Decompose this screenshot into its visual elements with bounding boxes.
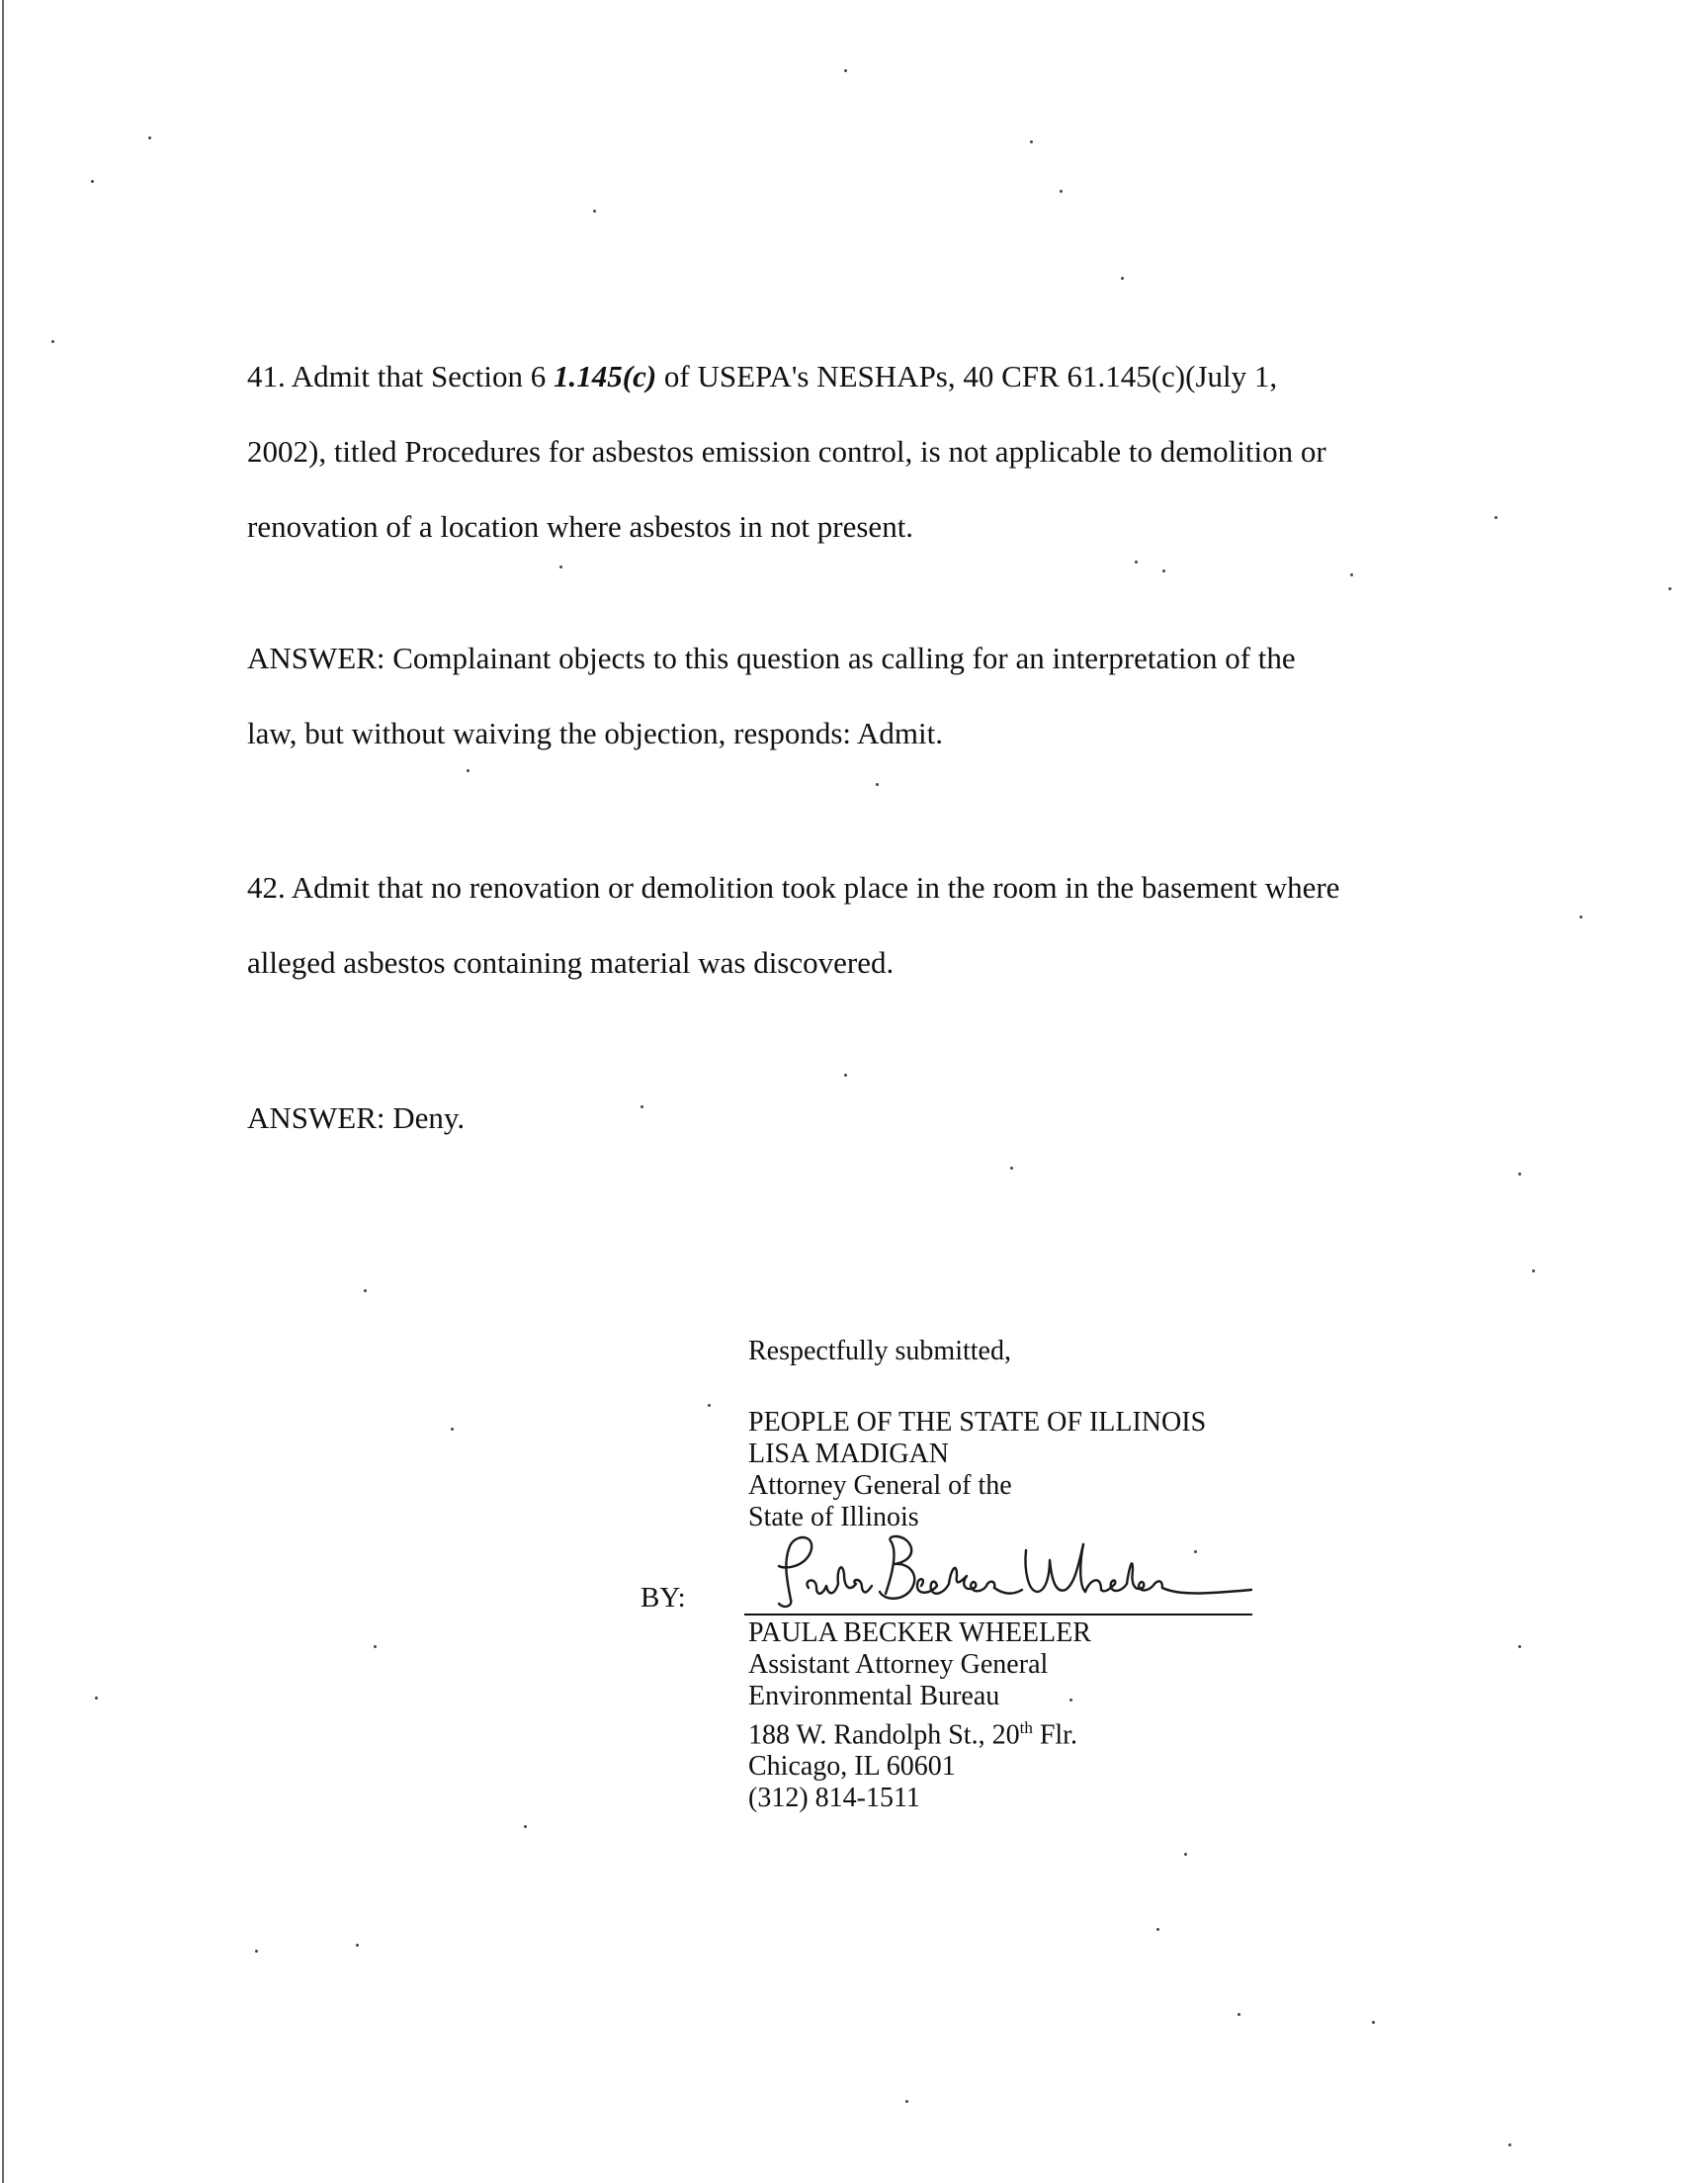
scan-speck (876, 783, 879, 786)
answer-41-line-1: ANSWER: Complainant objects to this question as calling for an interpretation of the (247, 641, 1296, 675)
question-42-line-2: alleged asbestos containing material was discovered. (247, 945, 895, 980)
scan-speck (1060, 190, 1063, 193)
signer-block (748, 1617, 1091, 1814)
city-state-zip: Chicago, IL 60601 (748, 1751, 956, 1783)
street-address-main: 188 W. Randolph St., 20 (748, 1719, 1020, 1751)
question-41-line-3: renovation of a location where asbestos in not present. (247, 509, 914, 544)
scan-speck (1162, 569, 1165, 572)
scan-speck (905, 2100, 908, 2103)
street-address-floor: Flr. (1032, 1719, 1077, 1751)
scan-speck (1121, 277, 1124, 280)
party-name: PEOPLE OF THE STATE OF ILLINOIS (748, 1407, 1207, 1438)
attorney-general-name: LISA MADIGAN (748, 1439, 949, 1469)
street-address (748, 1712, 1091, 1751)
scan-left-edge (2, 0, 4, 2183)
scan-speck (559, 566, 562, 568)
scan-speck (1350, 573, 1353, 576)
scan-speck (524, 1825, 527, 1828)
scan-speck (1668, 587, 1671, 590)
answer-41 (247, 621, 1296, 771)
question-41-text-post: of USEPA's NESHAPs, 40 CFR 61.145(c)(July 1, (663, 359, 1278, 393)
by-label: BY: (640, 1582, 686, 1614)
scan-speck (1518, 1645, 1521, 1648)
scan-speck (356, 1944, 359, 1947)
closing (748, 1336, 1011, 1367)
scan-speck (451, 1428, 454, 1431)
question-41-line-1 (247, 339, 1326, 414)
scan-speck (91, 180, 94, 183)
attorney-general-title-2: State of Illinois (748, 1502, 919, 1532)
scan-speck (255, 1950, 258, 1953)
signer-name: PAULA BECKER WHEELER (748, 1617, 1091, 1648)
floor-ordinal-suffix: th (1019, 1718, 1033, 1737)
bureau-name: Environmental Bureau (748, 1681, 1000, 1711)
question-42 (247, 850, 1339, 1001)
scan-speck (95, 1697, 98, 1700)
question-41 (247, 339, 1326, 565)
signature-line (744, 1614, 1252, 1615)
scan-speck (1194, 1550, 1197, 1553)
scan-speck (708, 1404, 711, 1407)
scan-speck (1508, 2143, 1511, 2146)
scan-speck (1184, 1853, 1187, 1856)
scan-speck (51, 340, 54, 343)
scan-speck (1532, 1269, 1535, 1272)
answer-42-line-1: ANSWER: Deny. (247, 1100, 466, 1135)
scan-speck (1156, 1928, 1159, 1931)
scan-speck (364, 1289, 367, 1292)
scan-speck (593, 210, 596, 213)
scan-speck (374, 1645, 377, 1648)
answer-42 (247, 1081, 465, 1156)
scan-speck (1030, 140, 1033, 143)
scan-speck (148, 136, 151, 139)
scan-speck (640, 1105, 643, 1108)
phone-number: (312) 814-1511 (748, 1783, 920, 1814)
closing-text: Respectfully submitted, (748, 1336, 1011, 1366)
scan-speck (1494, 516, 1497, 519)
question-41-text-pre: 41. Admit that Section 6 (247, 359, 547, 393)
scan-speck (844, 1074, 847, 1077)
scan-speck (1372, 2021, 1375, 2024)
question-41-section-ref: 1.145(c) (554, 359, 657, 393)
scan-speck (467, 769, 470, 772)
scan-speck (1518, 1173, 1521, 1176)
signer-title: Assistant Attorney General (748, 1649, 1049, 1680)
question-42-line-1: 42. Admit that no renovation or demolition took place in the room in the basement where (247, 870, 1340, 905)
answer-41-line-2: law, but without waiving the objection, responds: Admit. (247, 716, 944, 750)
scan-speck (844, 69, 847, 72)
scan-speck (1135, 561, 1138, 564)
scan-speck (1580, 916, 1582, 918)
attorney-general-title-1: Attorney General of the (748, 1470, 1012, 1501)
scan-speck (1238, 2013, 1240, 2016)
handwritten-signature (753, 1530, 1267, 1619)
question-41-line-2: 2002), titled Procedures for asbestos emission control, is not applicable to demolition or (247, 434, 1326, 469)
attorney-general-block (748, 1407, 1206, 1533)
scan-speck (1069, 1699, 1072, 1702)
scan-speck (1010, 1167, 1013, 1170)
